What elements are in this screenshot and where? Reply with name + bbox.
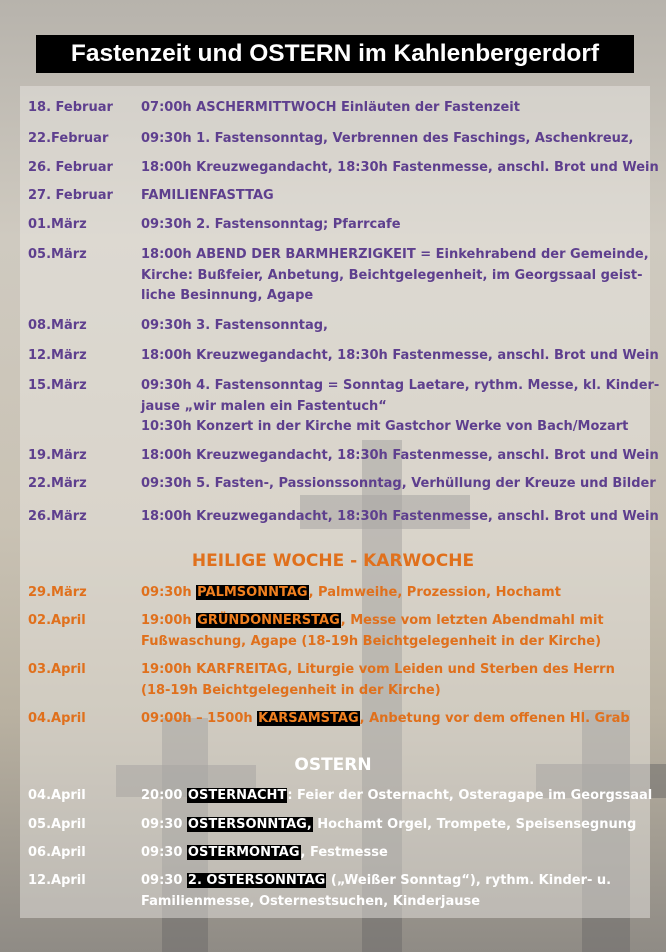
entry-date: 27. Februar <box>28 188 113 203</box>
page-title: Fastenzeit und OSTERN im Kahlenbergerdorf <box>36 35 634 73</box>
entry-line: Fußwaschung, Agape (18-19h Beichtgelegenheit in der Kirche) <box>141 633 602 649</box>
entry-details <box>141 346 659 367</box>
entry-details <box>141 186 646 207</box>
entry-line: 09:30h 1. Fastensonntag, Verbrennen des Faschings, Aschenkreuz, <box>141 131 634 146</box>
entry-date: 22.März <box>28 476 87 491</box>
entry-date: 01.März <box>28 217 87 232</box>
entry-text: , Festmesse <box>300 845 388 860</box>
entry-time: 09:30 <box>141 817 187 832</box>
entry-details <box>141 843 646 864</box>
entry-date: 15.März <box>28 378 87 393</box>
entry-text: , Anbetung vor dem offenen Hl. Grab <box>359 711 630 726</box>
entry-details <box>141 709 646 730</box>
entry-line: 09:30h 4. Fastensonntag = Sonntag Laetare, rythm. Messe, kl. Kinder- <box>141 378 660 393</box>
entry-date: 12.März <box>28 348 87 363</box>
entry-details <box>141 611 646 652</box>
entry-date: 12.April <box>28 873 86 888</box>
entry-line: 09:30h 5. Fasten-, Passionssonntag, Verhüllung der Kreuze und Bilder <box>141 476 656 491</box>
entry-details <box>141 815 646 836</box>
entry-details <box>141 158 659 179</box>
entry-text: Hochamt Orgel, Trompete, Speisensegnung <box>312 817 637 832</box>
entry-time: 19:00h <box>141 662 197 677</box>
entry-line: Familienmesse, Osternestsuchen, Kinderjause <box>141 893 481 909</box>
entry-highlight: PALMSONNTAG <box>197 585 308 600</box>
entry-details <box>141 215 646 236</box>
entry-highlight: 2. OSTERSONNTAG <box>187 873 326 888</box>
entry-text: , Palmweihe, Prozession, Hochamt <box>308 585 561 600</box>
entry-highlight: OSTERMONTAG <box>187 845 300 860</box>
entry-line: (18-19h Beichtgelegenheit in der Kirche) <box>141 682 441 698</box>
entry-text: („Weißer Sonntag“), rythm. Kinder- u. <box>326 873 612 888</box>
entry-details <box>141 376 660 438</box>
entry-details <box>141 474 656 495</box>
entry-line: jause „wir malen ein Fastentuch“ <box>141 398 387 414</box>
entry-date: 22.Februar <box>28 131 109 146</box>
entry-line: 18:00h Kreuzwegandacht, 18:30h Fastenmesse, anschl. Brot und Wein <box>141 448 659 463</box>
entry-date: 05.April <box>28 817 86 832</box>
entry-line <box>141 815 646 836</box>
section-heading-holy-week: HEILIGE WOCHE - KARWOCHE <box>191 551 475 571</box>
entry-line <box>141 611 646 632</box>
entry-date: 19.März <box>28 448 87 463</box>
entry-highlight: GRÜNDONNERSTAG <box>197 613 340 628</box>
entry-details <box>141 245 649 307</box>
entry-highlight: OSTERSONNTAG, <box>187 817 312 832</box>
entry-details <box>141 583 646 604</box>
entry-date: 08.März <box>28 318 87 333</box>
entry-date: 18. Februar <box>28 100 113 115</box>
entry-details <box>141 507 659 528</box>
entry-line: 07:00h ASCHERMITTWOCH Einläuten der Fastenzeit <box>141 100 520 115</box>
entry-details <box>141 660 646 701</box>
entry-text: KARFREITAG, Liturgie vom Leiden und Sterben des Herrn <box>196 662 615 677</box>
entry-date: 06.April <box>28 845 86 860</box>
entry-line: 18:00h ABEND DER BARMHERZIGKEIT = Einkehrabend der Gemeinde, <box>141 247 649 262</box>
entry-details <box>141 871 646 912</box>
entry-date: 26. Februar <box>28 160 113 175</box>
entry-date: 03.April <box>28 662 86 677</box>
entry-date: 05.März <box>28 247 87 262</box>
entry-line: 09:30h 2. Fastensonntag; Pfarrcafe <box>141 217 401 232</box>
section-heading-easter: OSTERN <box>294 755 372 775</box>
entry-time: 19:00h <box>141 613 197 628</box>
entry-highlight: OSTERNACHT <box>187 788 287 803</box>
entry-line <box>141 583 646 604</box>
entry-time: 09:30 <box>141 873 187 888</box>
entry-line: 18:00h Kreuzwegandacht, 18:30h Fastenmesse, anschl. Brot und Wein <box>141 348 659 363</box>
entry-line <box>141 709 646 730</box>
entry-line: Kirche: Bußfeier, Anbetung, Beichtgelegenheit, im Georgssaal geist- <box>141 267 643 283</box>
entry-line: 09:30h 3. Fastensonntag, <box>141 318 328 333</box>
entry-text: : Feier der Osternacht, Osteragape im Georgssaal <box>287 788 653 803</box>
entry-time: 20:00 <box>141 788 187 803</box>
entry-line: liche Besinnung, Agape <box>141 288 314 303</box>
entry-date: 04.April <box>28 788 86 803</box>
entry-details <box>141 786 653 807</box>
entry-line <box>141 786 653 807</box>
entry-date: 29.März <box>28 585 87 600</box>
entry-details <box>141 98 646 119</box>
entry-details <box>141 446 659 467</box>
entry-line <box>141 660 646 681</box>
entry-date: 04.April <box>28 711 86 726</box>
entry-line: 18:00h Kreuzwegandacht, 18:30h Fastenmesse, anschl. Brot und Wein <box>141 160 659 175</box>
entry-date: 02.April <box>28 613 86 628</box>
entry-line: 18:00h Kreuzwegandacht, 18:30h Fastenmesse, anschl. Brot und Wein <box>141 509 659 524</box>
entry-line <box>141 843 646 864</box>
entry-details <box>141 316 646 337</box>
entry-line: 10:30h Konzert in der Kirche mit Gastchor Werke von Bach/Mozart <box>141 419 629 434</box>
entry-text: , Messe vom letzten Abendmahl mit <box>340 613 604 628</box>
entry-line <box>141 871 646 892</box>
entry-time: 09:00h – 1500h <box>141 711 258 726</box>
entry-date: 26.März <box>28 509 87 524</box>
entry-line: FAMILIENFASTTAG <box>141 188 274 203</box>
entry-details <box>141 129 646 150</box>
entry-time: 09:30 <box>141 845 187 860</box>
entry-time: 09:30h <box>141 585 197 600</box>
entry-highlight: KARSAMSTAG <box>258 711 359 726</box>
